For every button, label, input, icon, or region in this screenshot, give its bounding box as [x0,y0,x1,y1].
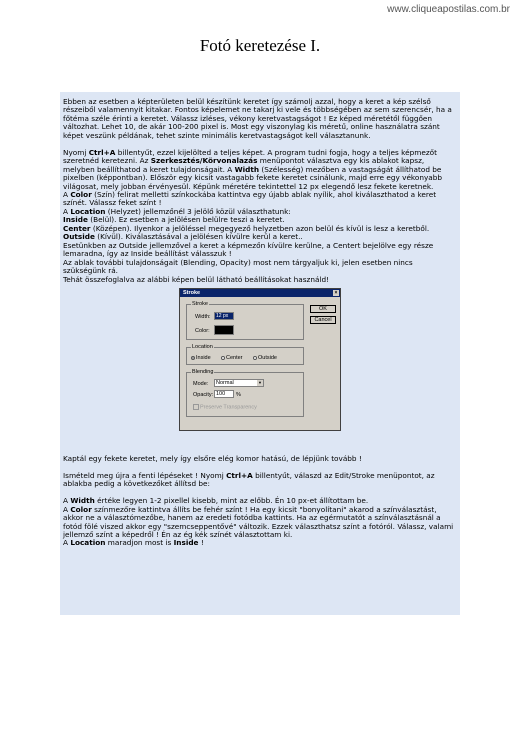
inside-paragraph: Inside (Belül). Ez esetben a jelölésen belülre teszi a keretet. [63,215,285,225]
width-paragraph: A Width értéke legyen 1-2 pixellel kisebb, mint az előbb. Én 10 px-et állítottam be. [63,496,369,506]
chevron-down-icon: ▼ [258,379,262,385]
radio-selected-icon [191,356,195,360]
inside-radio[interactable]: Inside [191,355,211,361]
center-paragraph: Center (Középen). Ilyenkor a jelöléssel megegyező helyzetben azon belül és kívül is lesz a keretből. [63,223,430,233]
opacity-label: Opacity: [193,391,214,398]
cancel-button[interactable]: Cancel [310,316,336,324]
site-watermark: www.cliqueapostilas.com.br [387,4,510,15]
outside-note-paragraph: Esetünkben az Outside jellemzővel a keret a képmezőn kívülre kerülne, a Centert bejelölve egy része lemaradna, így az Inside beállítást válasszuk ! [63,240,434,259]
location-inside-paragraph: A Location maradjon most is Inside ! [63,538,204,548]
intro-paragraph: Ebben az esetben a képterületen belül készítünk keretet így számolj azzal, hogy a keret a kép szélső részeiből valamennyit kitakar. Fontos képelemet ne takarj ki vele és többségében az sem szerencsér, ha a főtéma széle érinti a keretet. Válassz izléses, vékony keretvastagságot ! Ez képed méretétől függően változhat. Lehet 10, de akár 100-200 pixel is. Most egy viszonylag kis méretű, online használatra szánt képet veszünk példának, tehet szinte minimális keretvastagságot kell választanunk. [63,97,452,140]
color-label: Color: [195,327,210,334]
mode-select[interactable]: Normal ▼ [214,379,264,387]
percent-label: % [236,391,241,398]
summary-paragraph: Tehát összefoglalva az alábbi képen belül látható beállításokat használd! [63,274,330,284]
radio-icon [253,356,257,360]
dialog-title: Stroke [183,289,201,296]
location-paragraph: A Location (Helyzet) jellemzőnél 3 jelölő közül választhatunk: [63,206,291,216]
mode-label: Mode: [193,380,209,387]
blending-group-label: Blending [192,368,214,375]
color-swatch[interactable] [214,325,234,335]
color-paragraph: A Color (Szín) felirat melletti színkockába kattintva egy újabb ablak nyílik, ahol kiválaszthatod a keret színét. Válassz feket színt ! [63,189,437,208]
checkbox-icon [193,404,199,410]
white-color-paragraph: A Color színmezőre kattintva állíts be fehér színt ! Ha egy kicsit "bonyolítani" akarod a színválasztást, akkor ne a választómezőbe, hanem az eredeti fotódba kattints. Ha az egérmutatót a színválasztásnál a fotód fölé viszed akkor egy "szemcseppentővé" változik. Ezzek választhatsz színt a fotóról. Válassz, valami jellemző színt a képedről ! Én az ég kék színét választottam ki. [63,504,454,539]
stroke-group-label: Stroke [192,300,208,307]
radio-icon [221,356,225,360]
outside-paragraph: Outside (Kívül). Kiválasztásával a jelölésen kívülre kerül a keret.. [63,232,303,242]
close-icon[interactable]: × [334,289,338,296]
blending-note-paragraph: Az ablak további tulajdonságait (Blending, Opacity) most nem tárgyaljuk ki, jelen esetben nincs szükségünk rá. [63,257,413,276]
ok-button[interactable]: OK [310,305,336,313]
opacity-input[interactable]: 100 [214,390,234,398]
preserve-checkbox[interactable]: Preserve Transparency [193,404,257,410]
ctrl-a-paragraph: Nyomj Ctrl+A billentyűt, ezzel kijelölted a teljes képet. A program tudni fogja, hogy a teljes képmezőt szeretnéd keretezni. Az Szerkesztés/Körvonalazás menüpontot választva egy kis ablakot kapsz, melyben beállíthatod a keret tulajdonságait. A Width (Szélesség) mezőben a vastagságát állíthatod be pixelben (képpontban). Először egy kicsit vastagabb fekete keretet csinálunk, majd erre egy vékonyabb világosat, mely jobban érvényesül. Képünk méretére tekintettel 12 px elegendő lesz fekete keretnek. [63,147,443,191]
content-box [60,92,460,615]
repeat-paragraph: Ismételd meg újra a fenti lépéseket ! Nyomj Ctrl+A billentyűt, válaszd az Edit/Stroke menüpontot, az ablakba pedig a következőket állítsd be: [63,470,435,489]
center-radio[interactable]: Center [221,355,243,361]
result-paragraph: Kaptál egy fekete keretet, mely így elsőre elég komor hatású, de lépjünk tovább ! [63,453,362,463]
width-label: Width: [195,313,211,320]
stroke-group [186,300,304,340]
dialog-titlebar [180,289,340,297]
stroke-dialog [179,288,341,431]
width-input[interactable]: 12 px [214,312,234,320]
outside-radio[interactable]: Outside [253,355,277,361]
location-group [186,343,304,365]
blending-group [186,368,304,417]
location-group-label: Location [192,343,213,350]
page-title: Fotó keretezése I. [199,36,321,55]
